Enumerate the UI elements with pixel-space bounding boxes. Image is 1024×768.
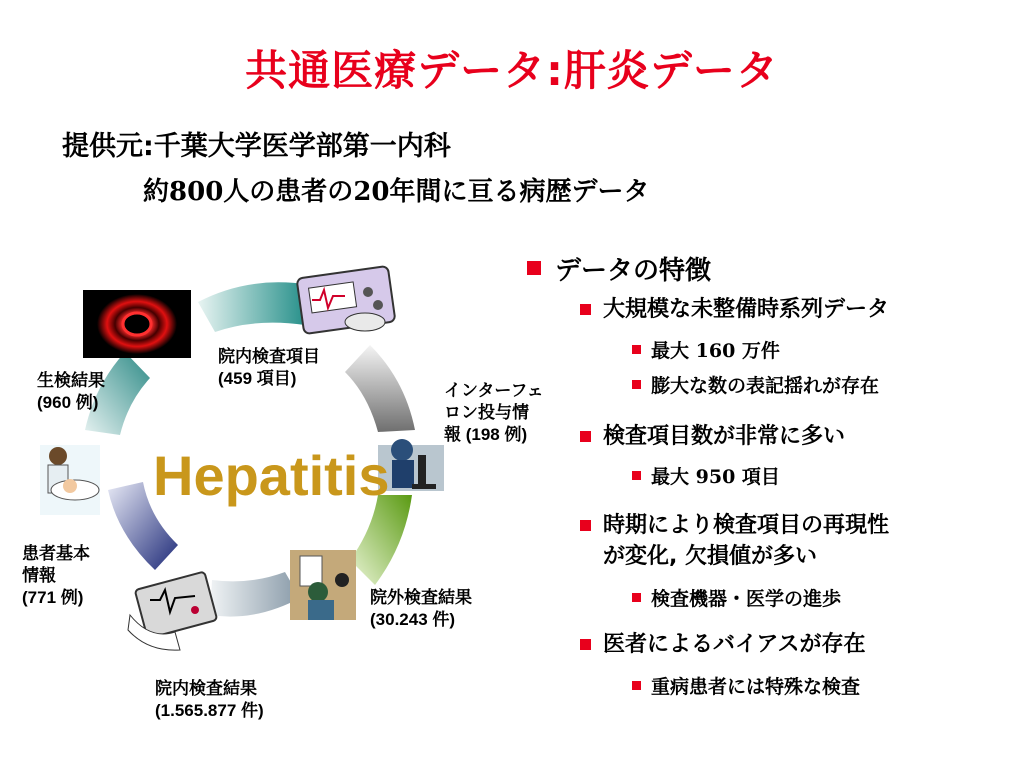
- arc-segment-right-lower: [350, 495, 412, 585]
- label-biopsy: 生検結果 (960 例): [37, 371, 105, 412]
- bullet-icon: [632, 345, 641, 354]
- label-outside-results: 院外検査結果 (30.243 件): [370, 588, 472, 629]
- bullet-icon: [527, 261, 541, 275]
- feature-subitem: 重病患者には特殊な検査: [632, 672, 860, 699]
- bullet-icon: [580, 304, 591, 315]
- arc-segment-right-upper: [345, 345, 415, 432]
- feature-subitem: 最大 950 項目: [632, 462, 780, 489]
- feature-subitem: 最大 160 万件: [632, 336, 780, 363]
- bullet-icon: [632, 681, 641, 690]
- arc-segment-bottom: [210, 572, 300, 617]
- label-inhouse-items: 院内検査項目 (459 項目): [218, 347, 320, 388]
- description-text: 約800人の患者の20年間に亘る病歴データ: [143, 177, 650, 207]
- monitor-instrument-icon: [297, 266, 396, 334]
- cycle-center-label: Hepatitis: [153, 444, 390, 507]
- eye-exam-icon: [290, 550, 356, 620]
- bullet-icon: [632, 471, 641, 480]
- feature-subitem: 膨大な数の表記揺れが存在: [632, 371, 879, 398]
- bullet-icon: [580, 520, 591, 531]
- bullet-icon: [632, 380, 641, 389]
- feature-item: 大規模な未整備時系列データ: [580, 294, 889, 325]
- lab-printer-icon: [128, 572, 217, 651]
- label-inhouse-results: 院内検査結果 (1.565.877 件): [155, 679, 264, 720]
- label-patient-info: 患者基本 情報 (771 例): [22, 544, 90, 607]
- feature-item: 医者によるバイアスが存在: [580, 629, 865, 660]
- feature-item: 検査項目数が非常に多い: [580, 421, 845, 452]
- provider-text: 提供元:千葉大学医学部第一内科: [62, 131, 451, 162]
- label-interferon: インターフェ ロン投与情 報 (198 例): [444, 381, 544, 444]
- bullet-icon: [580, 639, 591, 650]
- bullet-icon: [632, 593, 641, 602]
- features-heading: データの特徴: [527, 250, 711, 287]
- arc-segment-top: [198, 282, 310, 332]
- slide-title: 共通医療データ:肝炎データ: [245, 46, 779, 95]
- biopsy-image-icon: [83, 290, 191, 358]
- nurse-patient-icon: [40, 445, 100, 515]
- bullet-icon: [580, 431, 591, 442]
- feature-subitem: 検査機器・医学の進歩: [632, 584, 841, 611]
- feature-item: 時期により検査項目の再現性 が変化, 欠損値が多い: [580, 510, 889, 572]
